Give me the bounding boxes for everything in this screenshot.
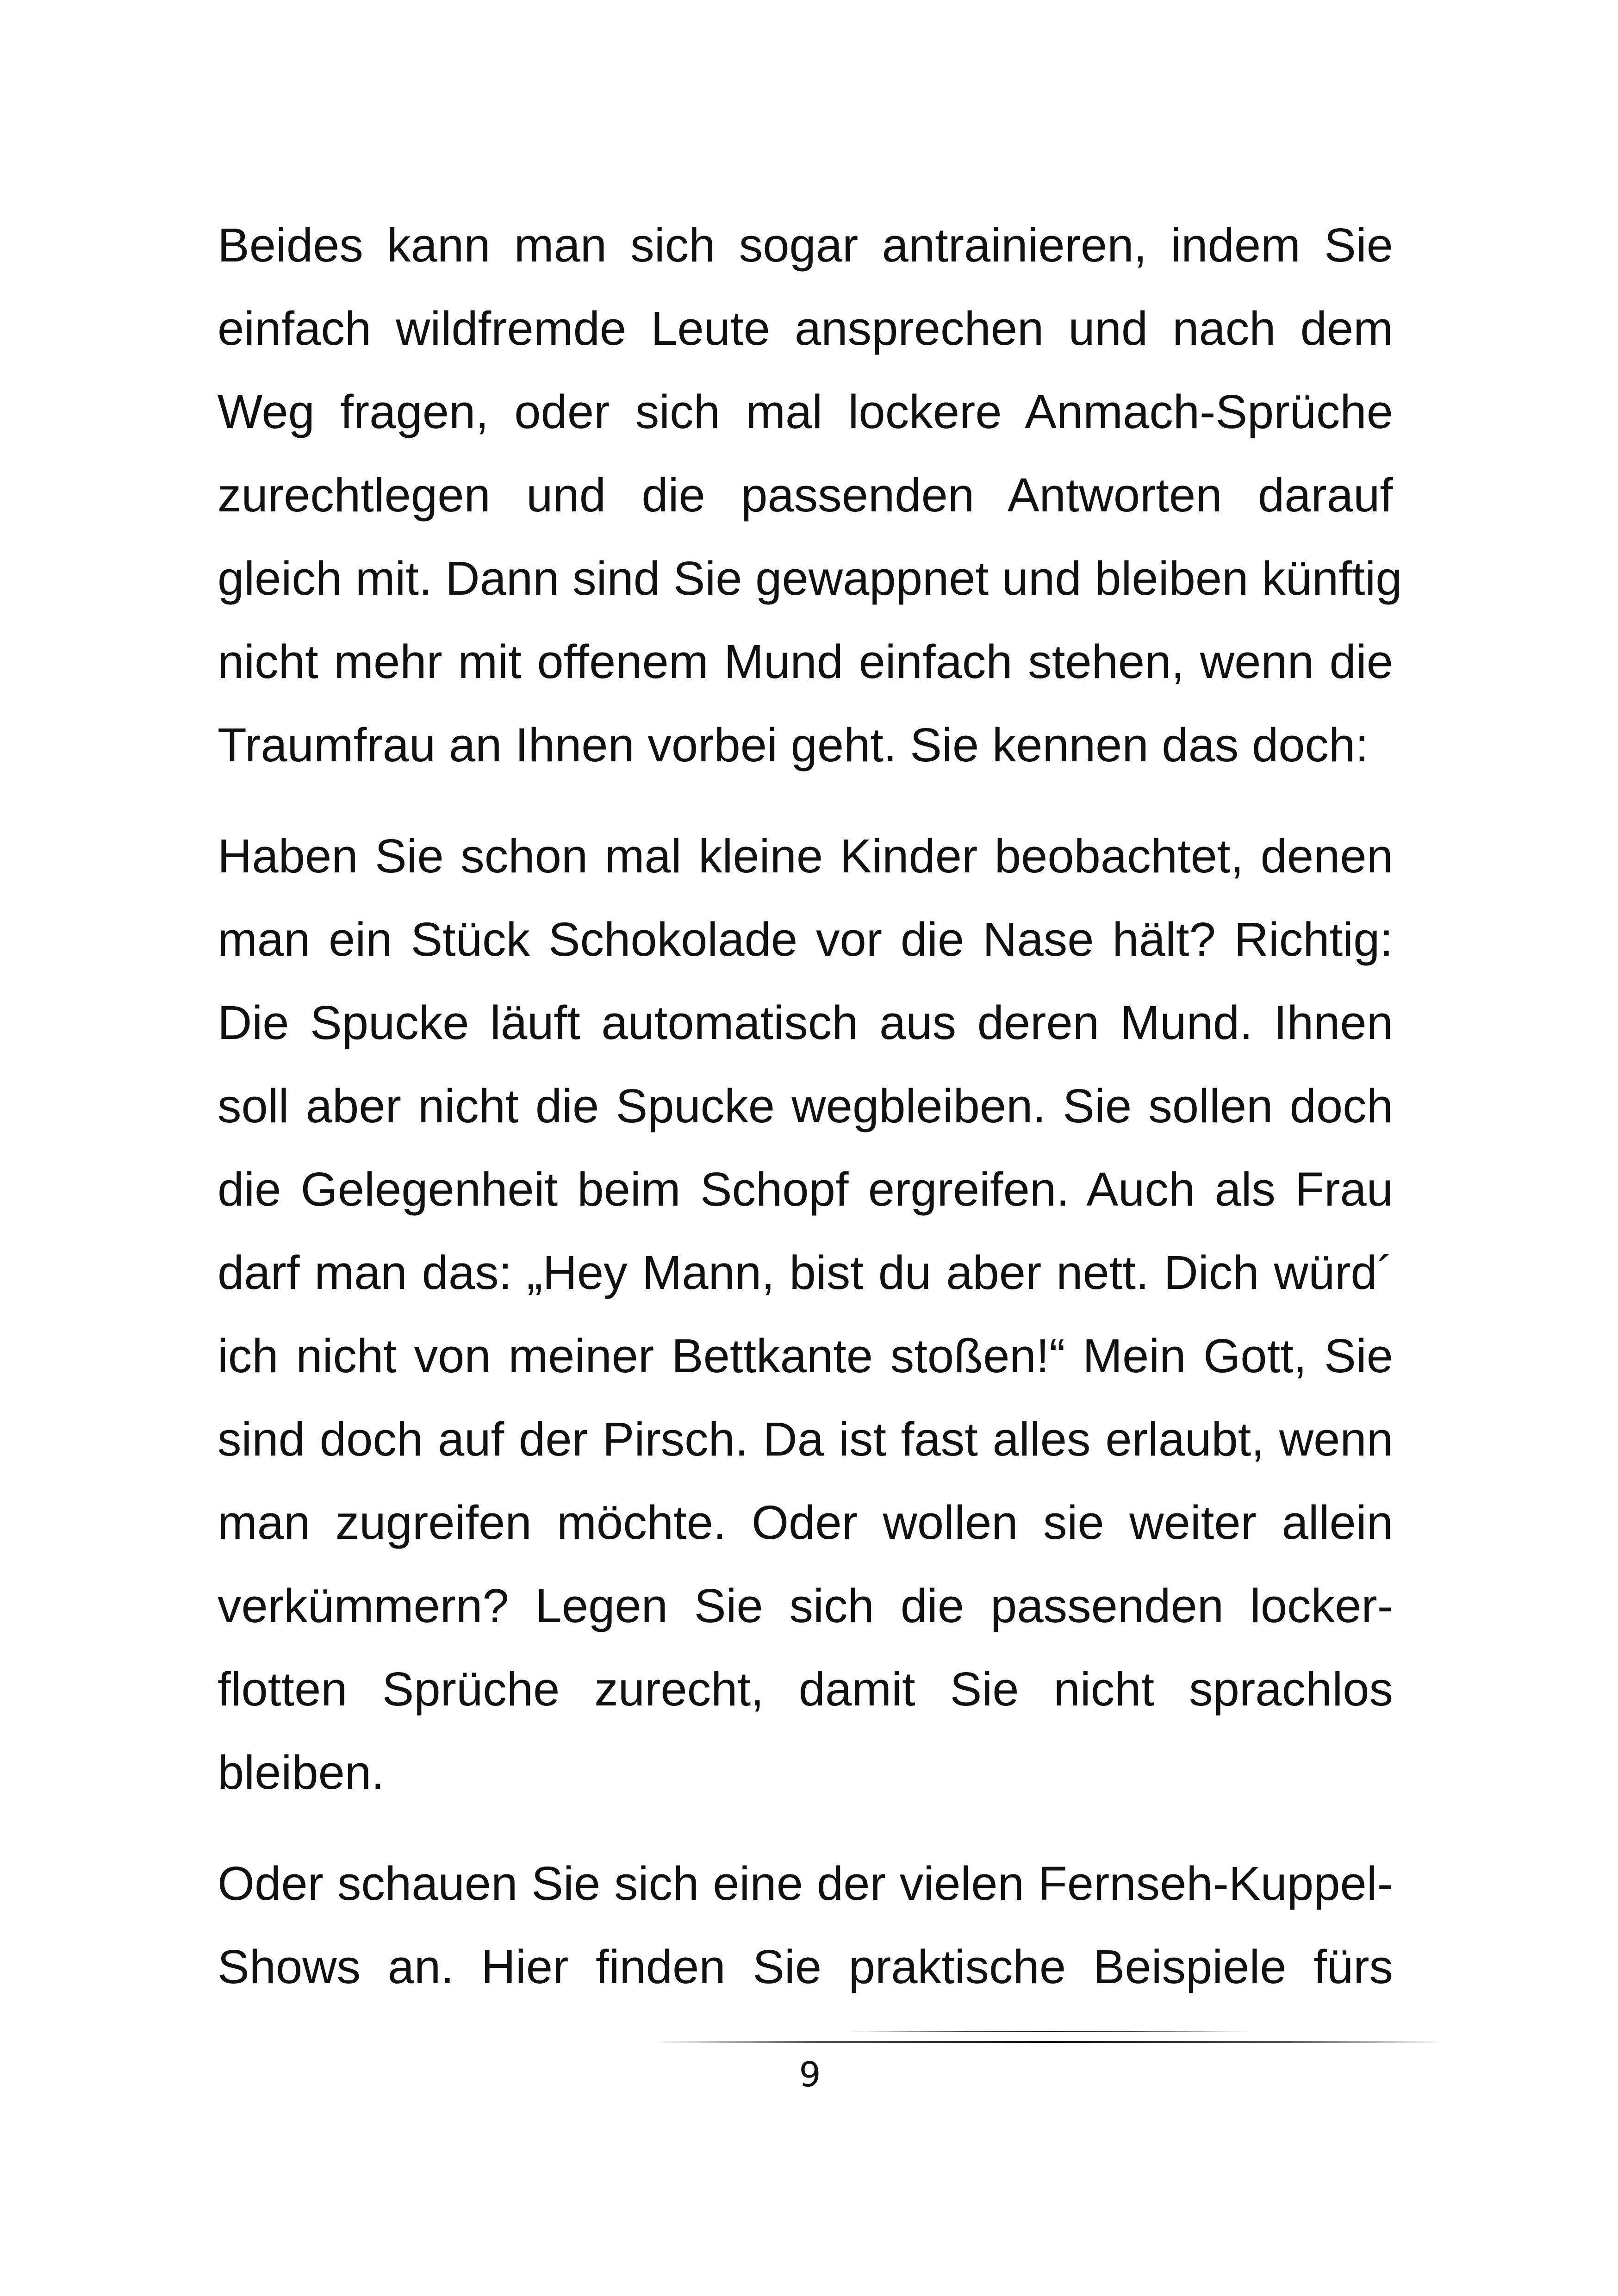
text-line: einfach wildfremde Leute ansprechen und nach dem	[218, 302, 1393, 355]
text-line: Oder schauen Sie sich eine der vielen Fernseh-Kuppel-	[218, 1857, 1393, 1910]
text-line: gleich mit. Dann sind Sie gewappnet und bleiben künftig	[218, 552, 1402, 605]
paragraph-3	[218, 1842, 1393, 2009]
text-line: zurechtlegen und die passenden Antworten darauf	[218, 468, 1393, 522]
text-line: bleiben.	[218, 1746, 385, 1799]
page-number: 9	[799, 2055, 821, 2095]
text-line: die Gelegenheit beim Schopf ergreifen. Auch als Frau	[218, 1163, 1393, 1216]
text-line: Die Spucke läuft automatisch aus deren Mund. Ihnen	[218, 996, 1393, 1049]
text-line: man ein Stück Schokolade vor die Nase hält? Richtig:	[218, 913, 1393, 966]
text-line: Haben Sie schon mal kleine Kinder beobachtet, denen	[218, 829, 1393, 883]
text-line: Shows an. Hier finden Sie praktische Beispiele fürs	[218, 1940, 1393, 1993]
paragraph-2	[218, 815, 1393, 1814]
text-line: Weg fragen, oder sich mal lockere Anmach-Sprüche	[218, 385, 1393, 438]
footer-divider	[653, 2041, 1444, 2043]
text-line: nicht mehr mit offenem Mund einfach stehen, wenn die	[218, 635, 1393, 688]
text-line: ich nicht von meiner Bettkante stoßen!“ Mein Gott, Sie	[218, 1329, 1393, 1382]
text-line: Traumfrau an Ihnen vorbei geht. Sie kennen das doch:	[218, 718, 1369, 772]
text-line: flotten Sprüche zurecht, damit Sie nicht sprachlos	[218, 1662, 1393, 1716]
footer-divider-accent	[847, 2031, 1250, 2032]
text-line: soll aber nicht die Spucke wegbleiben. Sie sollen doch	[218, 1079, 1393, 1132]
text-line: verkümmern? Legen Sie sich die passenden locker-	[218, 1579, 1393, 1632]
text-line: Beides kann man sich sogar antrainieren, indem Sie	[218, 218, 1393, 272]
text-line: sind doch auf der Pirsch. Da ist fast alles erlaubt, wenn	[218, 1412, 1393, 1466]
body-text	[218, 204, 1402, 2009]
text-line: man zugreifen möchte. Oder wollen sie weiter allein	[218, 1496, 1393, 1549]
paragraph-1	[218, 204, 1402, 787]
text-line: darf man das: „Hey Mann, bist du aber nett. Dich würd´	[218, 1246, 1393, 1299]
